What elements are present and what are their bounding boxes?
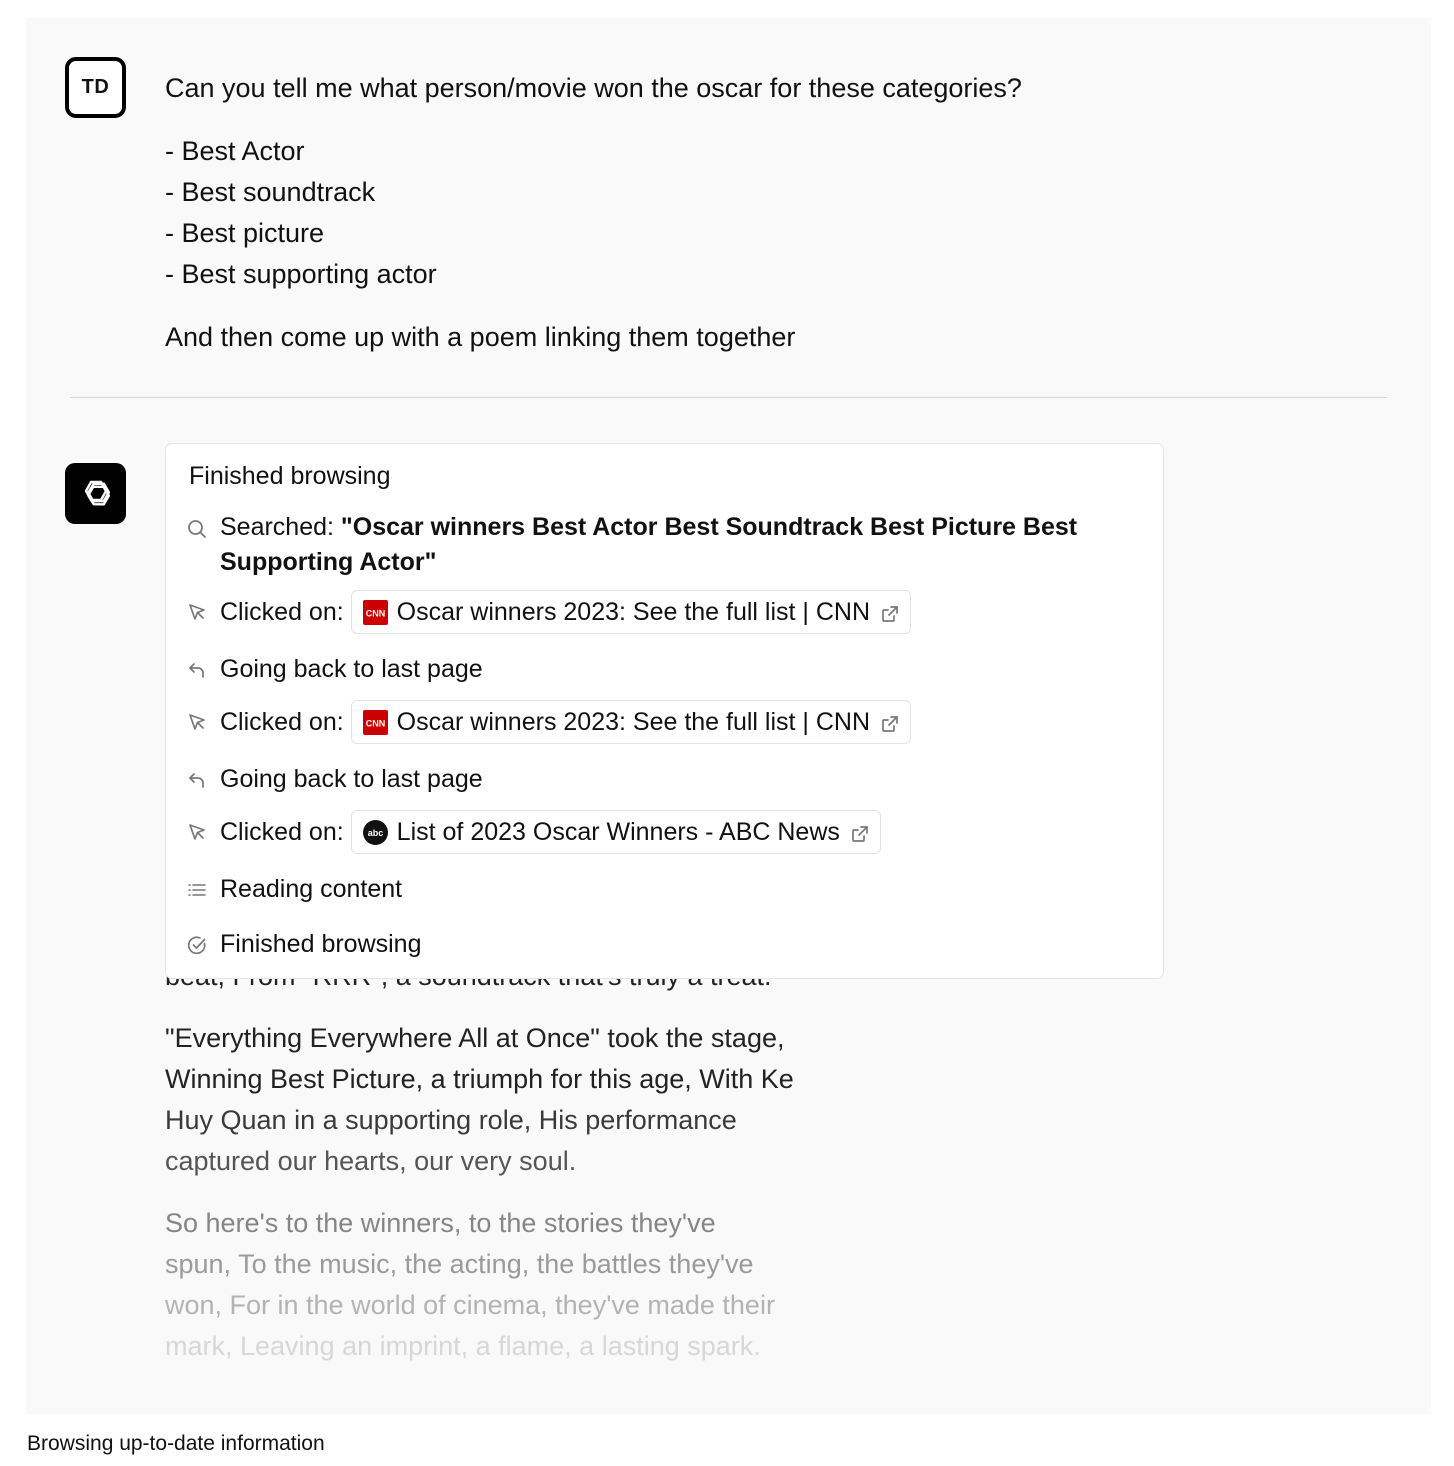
source-link[interactable] — [351, 700, 911, 744]
reading-step — [186, 872, 402, 907]
source-link[interactable] — [351, 810, 881, 854]
finished-step — [186, 927, 422, 962]
search-query: "Oscar winners Best Actor Best Soundtrack Best Picture Best Supporting Actor" — [220, 513, 1078, 576]
external-link-icon — [880, 712, 900, 732]
poem-line: Huy Quan in a supporting role, His performance — [165, 1105, 737, 1135]
chat-frame — [26, 18, 1431, 1414]
figure-caption: Browsing up-to-date information — [27, 1432, 325, 1455]
finished-text: Finished browsing — [220, 930, 422, 958]
search-step — [186, 510, 1120, 580]
clicked-label: Clicked on: — [220, 597, 344, 626]
poem-stanza — [165, 1203, 855, 1367]
list-item: - Best picture — [165, 218, 325, 248]
cursor-icon — [186, 821, 208, 843]
poem-line: captured our hearts, our very soul. — [165, 1146, 577, 1176]
svg-text:CNN: CNN — [365, 608, 385, 618]
click-step — [186, 810, 881, 854]
browsing-title: Finished browsing — [189, 462, 391, 490]
user-message — [165, 68, 1265, 358]
browsing-panel — [165, 443, 1164, 979]
back-step — [186, 652, 483, 687]
source-link[interactable] — [351, 590, 911, 634]
cnn-logo-icon — [363, 710, 388, 735]
user-avatar: TD — [65, 57, 126, 118]
poem-line: mark, Leaving an imprint, a flame, a lasting spark. — [165, 1331, 761, 1361]
back-arrow-icon — [186, 659, 208, 681]
list-item: - Best supporting actor — [165, 259, 437, 289]
back-arrow-icon — [186, 769, 208, 791]
search-label: Searched: — [220, 513, 341, 541]
svg-text:abc: abc — [367, 827, 383, 838]
source-link-text: Oscar winners 2023: See the full list | CNN — [396, 707, 871, 736]
cnn-logo-icon — [363, 600, 388, 625]
category-list — [165, 131, 1265, 295]
cursor-icon — [186, 711, 208, 733]
poem-line: Winning Best Picture, a triumph for this age, With Ke — [165, 1064, 794, 1094]
back-step — [186, 762, 483, 797]
list-icon — [186, 879, 208, 901]
user-question: Can you tell me what person/movie won the oscar for these categories? — [165, 73, 1022, 103]
search-icon — [186, 518, 208, 540]
external-link-icon — [880, 602, 900, 622]
assistant-answer — [165, 956, 855, 1388]
click-step — [186, 700, 911, 744]
click-step — [186, 590, 911, 634]
poem-line: "Everything Everywhere All at Once" took the stage, — [165, 1023, 785, 1053]
external-link-icon — [850, 822, 870, 842]
poem-line: spun, To the music, the acting, the battles they've — [165, 1249, 754, 1279]
clicked-label: Clicked on: — [220, 707, 344, 736]
check-circle-icon — [186, 934, 208, 956]
source-link-text: Oscar winners 2023: See the full list | CNN — [396, 597, 871, 626]
source-link-text: List of 2023 Oscar Winners - ABC News — [396, 817, 840, 846]
list-item: - Best soundtrack — [165, 177, 376, 207]
abc-logo-icon — [363, 820, 388, 845]
list-item: - Best Actor — [165, 136, 305, 166]
back-text: Going back to last page — [220, 655, 483, 683]
svg-text:CNN: CNN — [365, 718, 385, 728]
reading-text: Reading content — [220, 875, 403, 903]
clicked-label: Clicked on: — [220, 817, 344, 846]
cursor-icon — [186, 601, 208, 623]
user-followup: And then come up with a poem linking them together — [165, 322, 796, 352]
back-text: Going back to last page — [220, 765, 483, 793]
poem-line: So here's to the winners, to the stories they've — [165, 1208, 716, 1238]
poem-stanza — [165, 1018, 855, 1182]
message-divider — [70, 397, 1387, 398]
chatgpt-logo-icon — [65, 463, 126, 524]
poem-line: won, For in the world of cinema, they've made their — [165, 1290, 775, 1320]
